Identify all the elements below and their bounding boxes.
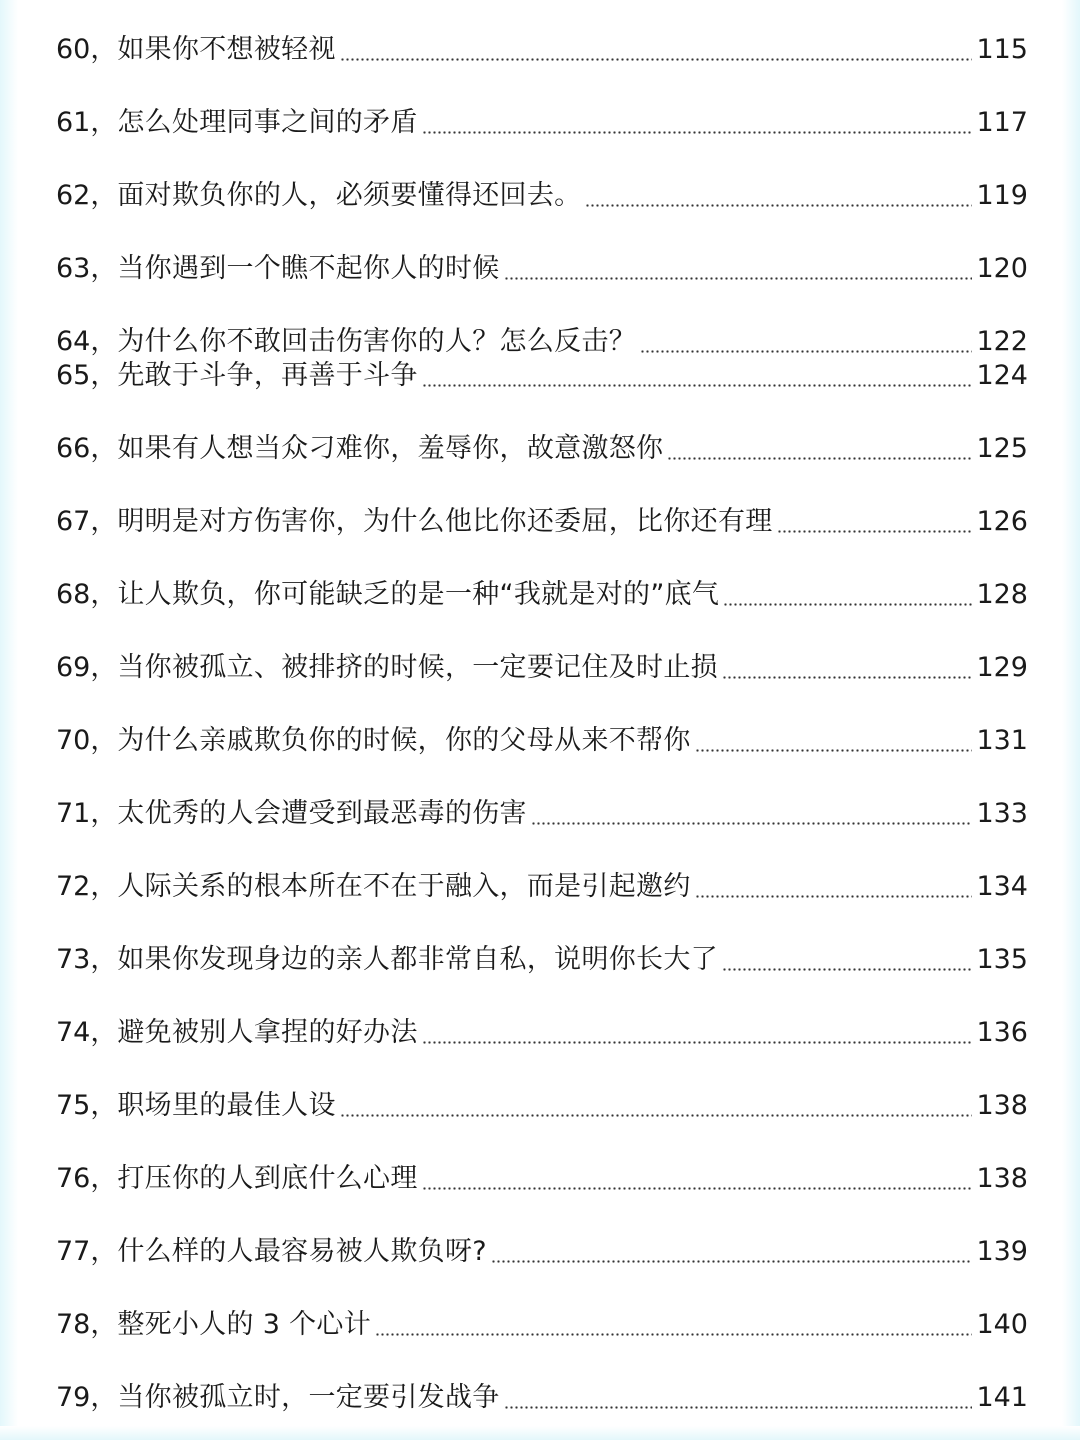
dot-leader <box>695 749 973 752</box>
dot-leader <box>585 204 972 207</box>
toc-entry-number: 69， <box>56 652 118 683</box>
toc-entry-page: 129 <box>976 652 1028 683</box>
page-frame-bottom <box>0 1426 1080 1440</box>
toc-entry-title: 为什么亲戚欺负你的时候，你的父母从来不帮你 <box>117 725 691 756</box>
dot-leader <box>422 131 973 134</box>
toc-entry-number: 75， <box>56 1090 118 1121</box>
dot-leader <box>723 603 972 606</box>
toc-entry-number: 66， <box>56 433 118 464</box>
toc-entry-title: 先敢于斗争，再善于斗争 <box>117 360 418 391</box>
toc-entry-page: 134 <box>976 871 1028 902</box>
toc-entry-number: 68， <box>56 579 118 610</box>
toc-entry-page: 124 <box>976 360 1028 391</box>
page-frame-left <box>0 0 18 1440</box>
dot-leader <box>422 384 973 387</box>
toc-entry-number: 67， <box>56 506 118 537</box>
toc-entry-page: 122 <box>976 326 1028 357</box>
toc-entry-page: 131 <box>976 725 1028 756</box>
dot-leader <box>667 457 972 460</box>
toc-entry-title: 当你遇到一个瞧不起你人的时候 <box>117 253 500 284</box>
toc-entry-number: 78， <box>56 1309 118 1340</box>
toc-entry-page: 120 <box>976 253 1028 284</box>
dot-leader <box>340 1114 973 1117</box>
toc-entry-number: 73， <box>56 944 118 975</box>
dot-leader <box>504 1406 973 1409</box>
toc-entry <box>56 103 1028 143</box>
toc-entry-number: 63， <box>56 253 118 284</box>
toc-entry-page: 126 <box>976 506 1028 537</box>
dot-leader <box>422 1187 973 1190</box>
toc-entry <box>56 1013 1028 1053</box>
toc-entry-number: 62， <box>56 180 118 211</box>
dot-leader <box>640 350 972 353</box>
toc-entry-page: 119 <box>976 180 1028 211</box>
toc-entry <box>56 176 1028 216</box>
toc-entry <box>56 648 1028 688</box>
toc-entry-number: 72， <box>56 871 118 902</box>
toc-entry <box>56 1159 1028 1199</box>
toc-entry <box>56 867 1028 907</box>
dot-leader <box>375 1333 972 1336</box>
toc-entry-title: 什么样的人最容易被人欺负呀? <box>117 1236 487 1267</box>
dot-leader <box>491 1260 973 1263</box>
toc-entry <box>56 249 1028 289</box>
dot-leader <box>422 1041 973 1044</box>
dot-leader <box>777 530 973 533</box>
toc-entry-number: 64， <box>56 326 118 357</box>
toc-entry <box>56 1378 1028 1418</box>
toc-entry-title: 人际关系的根本所在不在于融入，而是引起邀约 <box>117 871 691 902</box>
toc-entry-number: 65， <box>56 360 118 391</box>
toc-entry <box>56 575 1028 615</box>
toc-entry <box>56 429 1028 469</box>
toc-entry-title: 怎么处理同事之间的矛盾 <box>117 107 418 138</box>
toc-entry-number: 71， <box>56 798 118 829</box>
toc-entry-title: 如果你不想被轻视 <box>117 34 336 65</box>
toc-entry-page: 138 <box>976 1163 1028 1194</box>
toc-entry-number: 77， <box>56 1236 118 1267</box>
dot-leader <box>340 58 973 61</box>
toc-entry-page: 138 <box>976 1090 1028 1121</box>
toc-entry-title: 如果有人想当众刁难你，羞辱你，故意激怒你 <box>117 433 664 464</box>
toc-entry-title: 如果你发现身边的亲人都非常自私，说明你长大了 <box>117 944 718 975</box>
toc-entry-title: 明明是对方伤害你，为什么他比你还委屈，比你还有理 <box>117 506 773 537</box>
toc-entry <box>56 1086 1028 1126</box>
toc-entry <box>56 356 1028 396</box>
dot-leader <box>531 822 973 825</box>
toc-entry-number: 70， <box>56 725 118 756</box>
toc-entry-number: 74， <box>56 1017 118 1048</box>
toc-entry <box>56 940 1028 980</box>
toc-entry <box>56 1305 1028 1345</box>
toc-entry-title: 面对欺负你的人，必须要懂得还回去。 <box>117 180 582 211</box>
toc-entry <box>56 721 1028 761</box>
toc-entry <box>56 30 1028 70</box>
toc-entry-title: 打压你的人到底什么心理 <box>117 1163 418 1194</box>
dot-leader <box>504 277 973 280</box>
toc-entry-page: 115 <box>976 34 1028 65</box>
toc-entry-title: 太优秀的人会遭受到最恶毒的伤害 <box>117 798 527 829</box>
dot-leader <box>695 895 973 898</box>
toc-entry-title: 整死小人的 3 个心计 <box>117 1309 372 1340</box>
toc-entry-title: 让人欺负，你可能缺乏的是一种“我就是对的”底气 <box>117 579 720 610</box>
toc-entry-page: 133 <box>976 798 1028 829</box>
toc-entry <box>56 794 1028 834</box>
toc-entry-number: 61， <box>56 107 118 138</box>
toc-entry-page: 136 <box>976 1017 1028 1048</box>
toc-entry <box>56 502 1028 542</box>
toc-entry-page: 139 <box>976 1236 1028 1267</box>
toc-entry-page: 140 <box>976 1309 1028 1340</box>
toc-entry-number: 76， <box>56 1163 118 1194</box>
toc-entry-page: 117 <box>976 107 1028 138</box>
toc-entry-page: 135 <box>976 944 1028 975</box>
dot-leader <box>722 968 972 971</box>
toc-entry-title: 职场里的最佳人设 <box>117 1090 336 1121</box>
toc-entry-page: 128 <box>976 579 1028 610</box>
toc-entry <box>56 1232 1028 1272</box>
toc-entry-page: 141 <box>976 1382 1028 1413</box>
toc-entry-title: 为什么你不敢回击伤害你的人？怎么反击？ <box>117 326 637 357</box>
toc-entry-title: 当你被孤立、被排挤的时候，一定要记住及时止损 <box>117 652 718 683</box>
toc-entry-page: 125 <box>976 433 1028 464</box>
toc-entry-title: 避免被别人拿捏的好办法 <box>117 1017 418 1048</box>
toc-entry-number: 79， <box>56 1382 118 1413</box>
dot-leader <box>722 676 972 679</box>
toc-entry-number: 60， <box>56 34 118 65</box>
toc-entry-title: 当你被孤立时，一定要引发战争 <box>117 1382 500 1413</box>
page-frame-right <box>1062 0 1080 1440</box>
